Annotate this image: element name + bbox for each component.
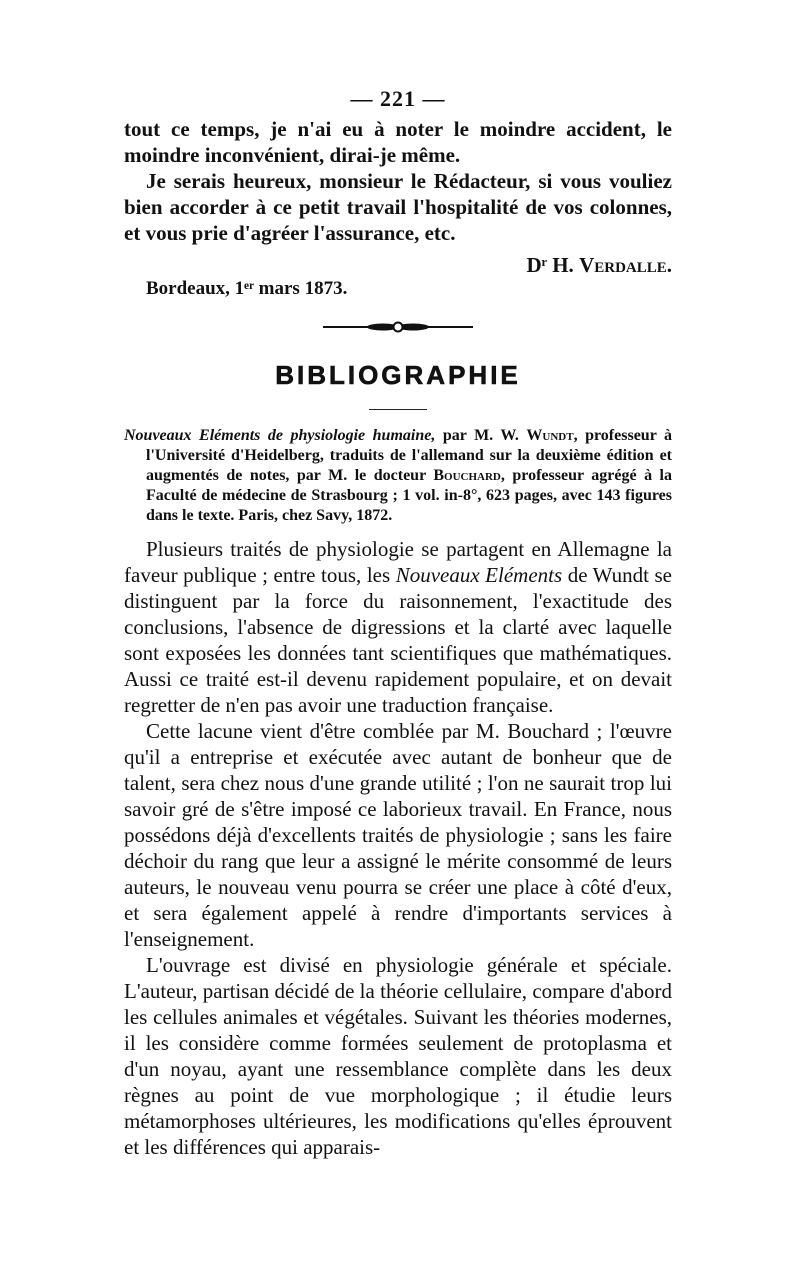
dateline: Bordeaux, 1ᵉʳ mars 1873.: [146, 278, 348, 299]
signature-name: Verdalle.: [579, 253, 672, 277]
review-book-title: Nouveaux Eléments: [395, 563, 563, 587]
review-paragraph-2: Cette lacune vient d'être comblée par M. Bouchard ; l'œuvre qu'il a entreprise et exécutée avec autant de bonheur que de talent, sera chez nous d'une grande utilité ; l'on ne saurait trop lui savoir gré de s'être imposé ce laborieux travail. En France, nous possédons déjà d'excellents traités de physiologie ; sans les faire déchoir du rang que leur a assigné le mérite consommé de leurs auteurs, le nouveau venu pourra se créer une place à côté d'eux, et sera également appelé à rendre d'importants services à l'enseignement.: [124, 719, 672, 951]
title-rule: [369, 409, 427, 410]
review-text: de Wundt se distinguent par la force du raisonnement, l'exactitude des conclusions, l'absence de digressions et la clarté avec laquelle sont exposées les données tant scientifiques que mathématiques. Aussi ce traité est-il devenu rapidement populaire, et on devait regretter de n'en pas avoir une traduction française.: [124, 563, 673, 717]
section-title: BIBLIOGRAPHIE: [275, 360, 521, 390]
page: [124, 86, 672, 1160]
review-text: Plusieurs traités de physiologie se partagent en Allemagne la faveur publique ; entre tous, les: [124, 537, 672, 587]
translator-name: Bouchard: [433, 467, 501, 484]
review-paragraph-3: L'ouvrage est divisé en physiologie générale et spéciale. L'auteur, partisan décidé de la théorie cellulaire, compare d'abord les cellules animales et végétales. Suivant les théories modernes, il les considère comme formées seulement de protoplasma et d'un noyau, ayant une ressemblance complète dans les deux règnes au point de vue morphologique ; il étudie leurs métamorphoses ultérieures, les modifications qu'elles éprouvent et les différences qui apparais-: [124, 953, 672, 1159]
page-number: — 221 —: [350, 86, 446, 111]
signature: [124, 252, 672, 278]
citation-text-1: par M. W.: [435, 427, 527, 444]
ornament-divider-icon: [323, 320, 473, 334]
letter-closing-paragraph: tout ce temps, je n'ai eu à noter le moindre accident, le moindre inconvénient, dirai-je même.: [124, 117, 672, 167]
citation-text-2: , professeur à l'Université d'Heidelberg, traduits de l'allemand sur la deuxième édition et augmentés de notes, par M. le docteur: [146, 427, 673, 484]
signature-title: Dʳ H.: [526, 253, 580, 277]
letter-courtesy-paragraph: Je serais heureux, monsieur le Rédacteur, si vous vouliez bien accorder à ce petit travail l'hospitalité de vos colonnes, et vous prie d'agréer l'assurance, etc.: [124, 169, 672, 245]
book-title: Nouveaux Eléments de physiologie humaine,: [124, 427, 436, 444]
review-paragraph-1: [124, 536, 672, 718]
citation-text-3: , professeur agrégé à la Faculté de médecine de Strasbourg ; 1 vol. in-8°, 623 pages, avec 143 figures dans le texte. Paris, chez Savy, 1872.: [146, 467, 673, 524]
book-citation: [124, 426, 672, 526]
author-name: Wundt: [526, 427, 574, 444]
